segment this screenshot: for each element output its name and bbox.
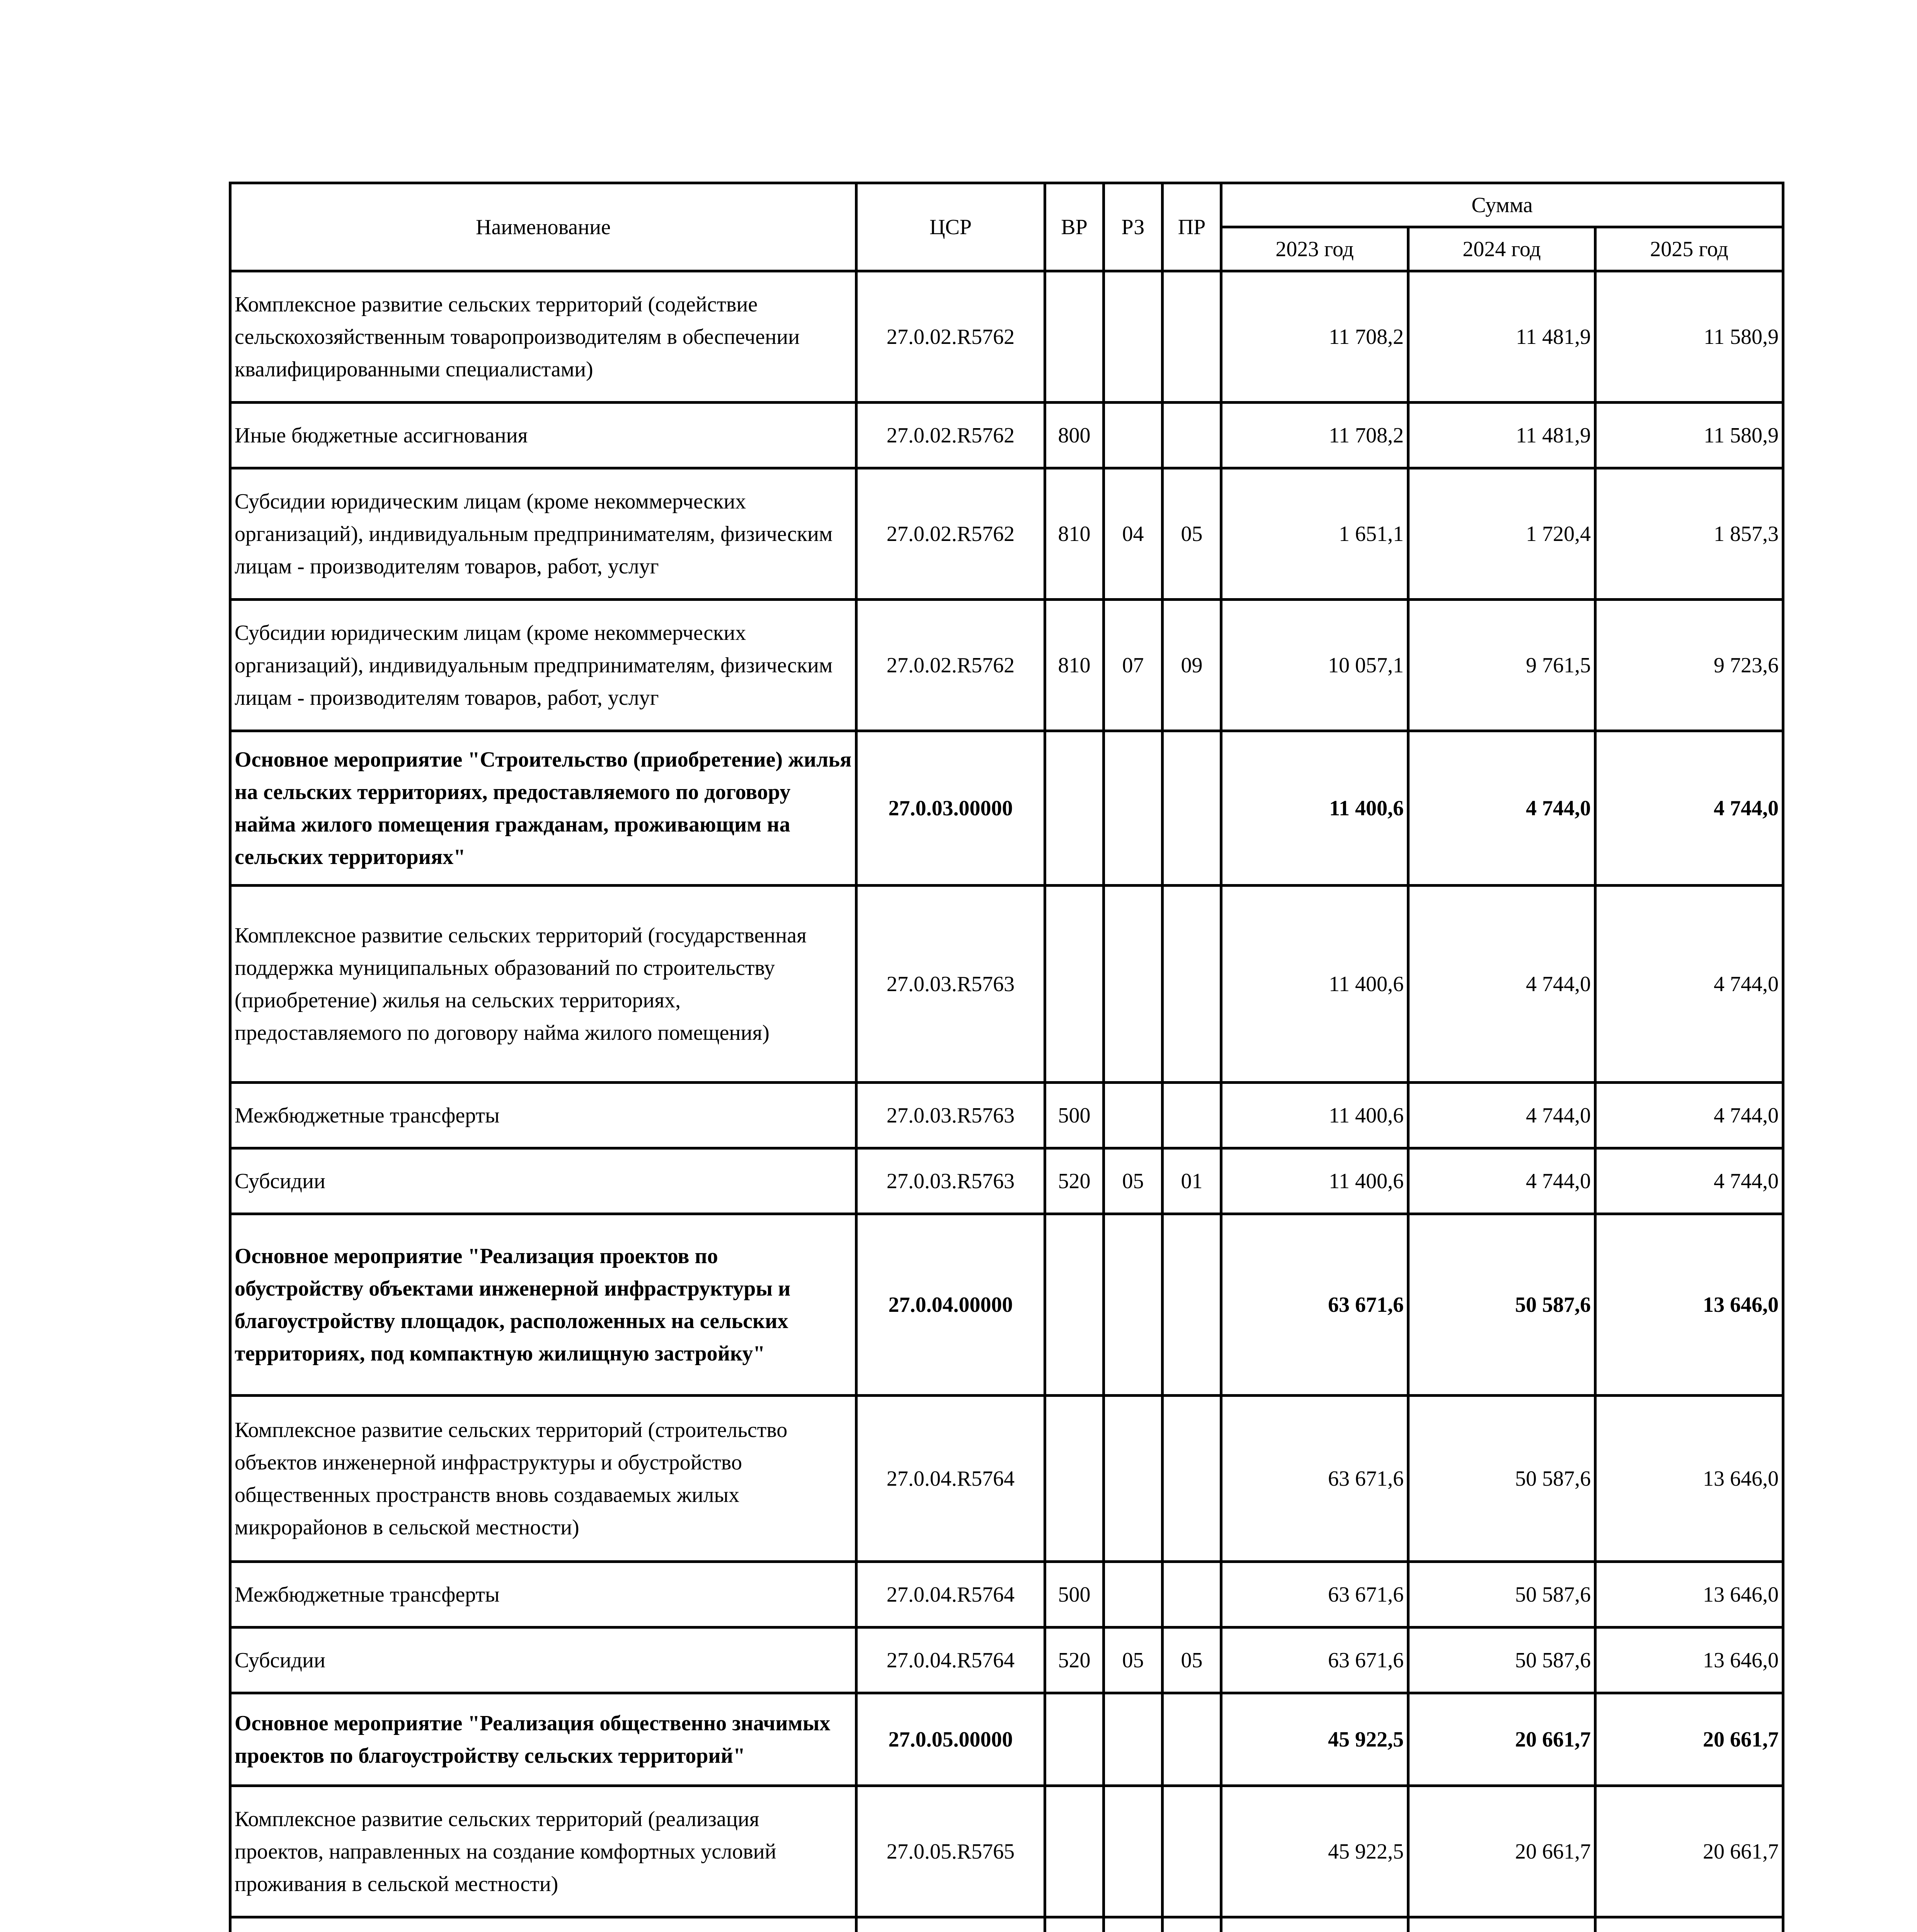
table-row [230,1083,1783,1148]
cell-pr [1163,1786,1221,1917]
cell-2023: 63 671,6 [1221,1396,1408,1562]
cell-rz: 07 [1104,600,1163,731]
table-row [230,600,1783,731]
cell-pr [1163,1214,1221,1396]
header-year-2024: 2024 год [1408,227,1595,271]
cell-2023: 10 057,1 [1221,600,1408,731]
cell-rz [1104,1786,1163,1917]
cell-name: Субсидии юридическим лицам (кроме некоммерческих организаций), индивидуальным предпринимателям, физическим лицам - производителям товаров, работ, услуг [230,600,856,731]
cell-rz [1104,1917,1163,1932]
budget-table [229,182,1784,1932]
cell-2024: 20 661,7 [1408,1693,1595,1786]
cell-csr: 27.0.04.R5764 [856,1562,1045,1628]
cell-vr: 500 [1045,1083,1104,1148]
header-rz: РЗ [1104,183,1163,271]
table-row [230,1693,1783,1786]
cell-rz: 05 [1104,1148,1163,1214]
cell-name: Комплексное развитие сельских территорий (содействие сельскохозяйственным товаропроизводителям в обеспечении квалифицированными специалистами) [230,271,856,403]
cell-name [230,1917,856,1932]
cell-pr [1163,886,1221,1083]
cell-pr [1163,1693,1221,1786]
cell-2025: 4 744,0 [1595,1083,1783,1148]
cell-2023: 11 708,2 [1221,403,1408,468]
cell-pr [1163,1083,1221,1148]
header-name: Наименование [230,183,856,271]
cell-2023: 11 400,6 [1221,1148,1408,1214]
cell-pr [1163,1562,1221,1628]
cell-vr: 800 [1045,403,1104,468]
cell-2023: 11 400,6 [1221,731,1408,886]
cell-2025: 13 646,0 [1595,1562,1783,1628]
cell-vr: 810 [1045,600,1104,731]
cell-name: Основное мероприятие "Реализация проектов по обустройству объектами инженерной инфраструктуры и благоустройству площадок, расположенных на сельских территориях, под компактную жилищную застройку" [230,1214,856,1396]
cell-rz [1104,886,1163,1083]
cell-2025: 20 661,7 [1595,1693,1783,1786]
cell-2023: 63 671,6 [1221,1628,1408,1693]
cell-vr [1045,1214,1104,1396]
cell-csr: 27.0.02.R5762 [856,403,1045,468]
cell-2023: 45 922,5 [1221,1693,1408,1786]
header-vr: ВР [1045,183,1104,271]
cell-csr: 27.0.03.00000 [856,731,1045,886]
cell-csr: 27.0.05.00000 [856,1693,1045,1786]
cell-vr [1045,1786,1104,1917]
cell-pr: 05 [1163,1628,1221,1693]
cell-pr: 01 [1163,1148,1221,1214]
cell-vr: 810 [1045,468,1104,600]
cell-vr: 500 [1045,1562,1104,1628]
cell-2024: 4 744,0 [1408,1083,1595,1148]
table-row [230,1917,1783,1932]
cell-pr: 05 [1163,468,1221,600]
table-row [230,1562,1783,1628]
table-row [230,1786,1783,1917]
header-sum: Сумма [1221,183,1783,227]
cell-csr: 27.0.04.R5764 [856,1396,1045,1562]
cell-2025: 11 580,9 [1595,271,1783,403]
cell-name: Субсидии [230,1148,856,1214]
header-pr: ПР [1163,183,1221,271]
table-row [230,1396,1783,1562]
header-csr: ЦСР [856,183,1045,271]
cell-csr: 27.0.02.R5762 [856,468,1045,600]
cell-csr: 27.0.03.R5763 [856,1148,1045,1214]
cell-2025: 13 646,0 [1595,1214,1783,1396]
cell-2025: 4 744,0 [1595,1148,1783,1214]
cell-2024: 1 720,4 [1408,468,1595,600]
cell-vr [1045,731,1104,886]
cell-name: Межбюджетные трансферты [230,1083,856,1148]
table-row [230,468,1783,600]
cell-2025: 13 646,0 [1595,1396,1783,1562]
cell-2025 [1595,1917,1783,1932]
cell-2023: 11 400,6 [1221,1083,1408,1148]
table-row [230,1148,1783,1214]
cell-2024: 50 587,6 [1408,1562,1595,1628]
cell-name: Основное мероприятие "Строительство (приобретение) жилья на сельских территориях, предоставляемого по договору найма жилого помещения гражданам, проживающим на сельских территориях" [230,731,856,886]
cell-2023: 11 400,6 [1221,886,1408,1083]
cell-csr: 27.0.04.R5764 [856,1628,1045,1693]
cell-pr: 09 [1163,600,1221,731]
cell-name: Субсидии юридическим лицам (кроме некоммерческих организаций), индивидуальным предпринимателям, физическим лицам - производителям товаров, работ, услуг [230,468,856,600]
cell-rz [1104,731,1163,886]
cell-rz [1104,1562,1163,1628]
cell-2024: 4 744,0 [1408,886,1595,1083]
cell-rz [1104,1083,1163,1148]
cell-2023: 63 671,6 [1221,1562,1408,1628]
cell-2025: 1 857,3 [1595,468,1783,600]
table-row [230,731,1783,886]
cell-rz [1104,403,1163,468]
cell-2023: 11 708,2 [1221,271,1408,403]
cell-name: Иные бюджетные ассигнования [230,403,856,468]
cell-2024 [1408,1917,1595,1932]
table-row [230,1214,1783,1396]
cell-2025: 13 646,0 [1595,1628,1783,1693]
cell-csr: 27.0.05.R5765 [856,1786,1045,1917]
cell-pr [1163,731,1221,886]
table-body [230,271,1783,1932]
header-year-2023: 2023 год [1221,227,1408,271]
cell-name: Субсидии [230,1628,856,1693]
cell-name: Межбюджетные трансферты [230,1562,856,1628]
cell-2025: 11 580,9 [1595,403,1783,468]
cell-name: Комплексное развитие сельских территорий (реализация проектов, направленных на создание комфортных условий проживания в сельской местности) [230,1786,856,1917]
cell-csr: 27.0.02.R5762 [856,600,1045,731]
cell-name: Комплексное развитие сельских территорий (государственная поддержка муниципальных образований по строительству (приобретение) жилья на сельских территориях, предоставляемого по договору найма жилого помещения) [230,886,856,1083]
cell-2024: 50 587,6 [1408,1628,1595,1693]
cell-pr [1163,1396,1221,1562]
cell-vr [1045,1917,1104,1932]
cell-pr [1163,1917,1221,1932]
cell-2023: 45 922,5 [1221,1786,1408,1917]
cell-vr: 520 [1045,1148,1104,1214]
cell-rz [1104,1693,1163,1786]
cell-2024: 20 661,7 [1408,1786,1595,1917]
cell-rz: 05 [1104,1628,1163,1693]
cell-2025: 20 661,7 [1595,1786,1783,1917]
cell-csr [856,1917,1045,1932]
cell-2023 [1221,1917,1408,1932]
cell-2024: 4 744,0 [1408,1148,1595,1214]
cell-2023: 1 651,1 [1221,468,1408,600]
cell-rz [1104,271,1163,403]
cell-csr: 27.0.03.R5763 [856,886,1045,1083]
cell-vr [1045,271,1104,403]
cell-vr: 520 [1045,1628,1104,1693]
cell-csr: 27.0.03.R5763 [856,1083,1045,1148]
cell-vr [1045,886,1104,1083]
cell-name: Основное мероприятие "Реализация общественно значимых проектов по благоустройству сельских территорий" [230,1693,856,1786]
cell-rz [1104,1396,1163,1562]
table-row [230,886,1783,1083]
cell-csr: 27.0.04.00000 [856,1214,1045,1396]
cell-rz: 04 [1104,468,1163,600]
cell-2024: 11 481,9 [1408,271,1595,403]
table-row [230,1628,1783,1693]
cell-2025: 4 744,0 [1595,886,1783,1083]
table-row [230,403,1783,468]
cell-rz [1104,1214,1163,1396]
cell-name: Комплексное развитие сельских территорий (строительство объектов инженерной инфраструктуры и обустройство общественных пространств вновь создаваемых жилых микрорайонов в сельской местности) [230,1396,856,1562]
cell-2024: 9 761,5 [1408,600,1595,731]
cell-2024: 50 587,6 [1408,1396,1595,1562]
cell-2025: 4 744,0 [1595,731,1783,886]
cell-vr [1045,1693,1104,1786]
cell-pr [1163,403,1221,468]
table-row [230,271,1783,403]
cell-vr [1045,1396,1104,1562]
cell-2024: 50 587,6 [1408,1214,1595,1396]
cell-2023: 63 671,6 [1221,1214,1408,1396]
cell-2024: 11 481,9 [1408,403,1595,468]
cell-2024: 4 744,0 [1408,731,1595,886]
header-year-2025: 2025 год [1595,227,1783,271]
cell-pr [1163,271,1221,403]
cell-2025: 9 723,6 [1595,600,1783,731]
cell-csr: 27.0.02.R5762 [856,271,1045,403]
